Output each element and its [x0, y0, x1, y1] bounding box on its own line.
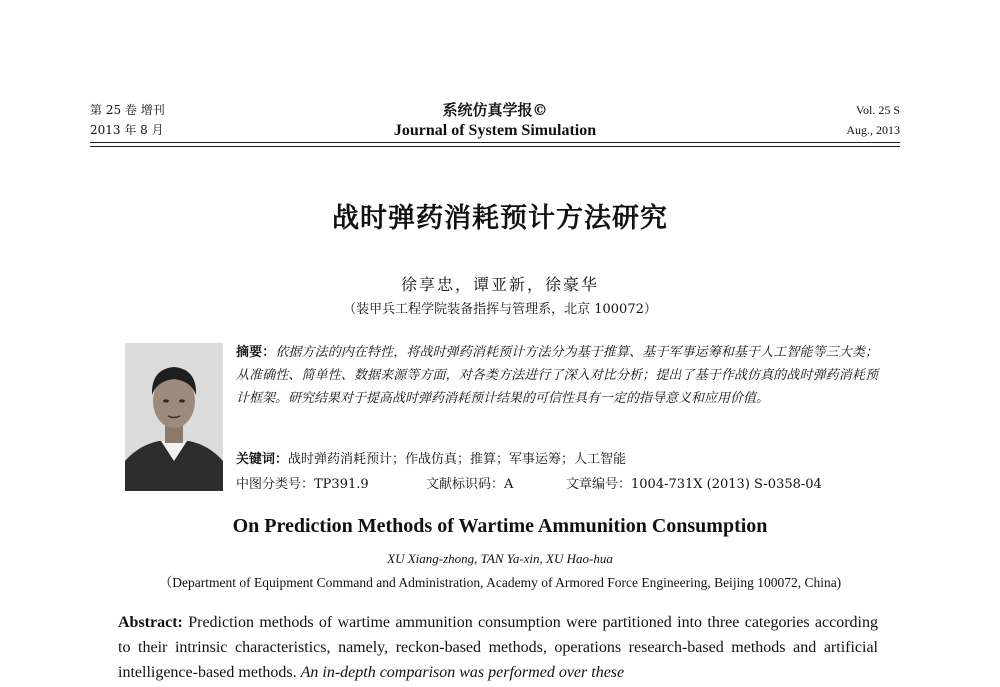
affiliation-cn: （装甲兵工程学院装备指挥与管理系，北京 100072） — [343, 302, 657, 317]
volume-en: Vol. 25 S — [855, 103, 900, 117]
classification-cn — [236, 474, 878, 496]
volume-cn: 第 25 卷 增刊 — [90, 103, 165, 117]
abstract-en — [118, 610, 878, 685]
authors-cn: 徐享忠，谭亚新，徐豪华 — [400, 275, 599, 294]
authors-en: XU Xiang-zhong, TAN Ya-xin, XU Hao-hua — [387, 551, 613, 566]
header-right — [846, 100, 900, 140]
abstract-cn-text: 依据方法的内在特性，将战时弹药消耗预计方法分为基于推算、基于军事运筹和基于人工智能等三大类；从准确性、简单性、数据来源等方面，对各类方法进行了深入对比分析；提出了基于作战仿真的战时弹药消耗预计框架。研究结果对于提高战时弹药消耗预计结果的可信性具有一定的指导意义和应用价值。 — [236, 345, 878, 406]
journal-title-cn: 系统仿真学报© — [442, 101, 548, 119]
paper-title-en: On Prediction Methods of Wartime Ammunition Consumption — [232, 515, 768, 537]
header-center — [90, 100, 900, 142]
abstract-cn-label: 摘要： — [236, 345, 276, 360]
running-header — [90, 100, 900, 144]
abstract-en-label: Abstract: — [118, 614, 183, 631]
keywords-cn — [236, 449, 878, 471]
header-rule-thick — [90, 142, 900, 143]
affiliation-en: （Department of Equipment Command and Administration, Academy of Armored Force Engineering, Beijing 100072, China) — [158, 575, 842, 590]
header-rule-thin — [90, 146, 900, 147]
clc-number: 中图分类号：TP391.9 — [236, 477, 369, 492]
article-number: 文章编号：1004-731X (2013) S-0358-04 — [566, 477, 822, 492]
abstract-en-italic-text: An in-depth comparison was performed over these — [300, 664, 625, 681]
author-portrait-image — [125, 343, 223, 491]
keywords-cn-label: 关键词： — [236, 452, 289, 467]
document-code: 文献标识码：A — [426, 477, 514, 492]
abstract-cn — [236, 341, 878, 410]
journal-title-en: Journal of System Simulation — [393, 122, 597, 139]
author-photo — [125, 343, 223, 491]
abstract-en-text: Prediction methods of wartime ammunition consumption were partitioned into three categories according to their intrinsic characteristics, namely, reckon-based methods, operations research-based methods and artificial intelligence-based methods. — [118, 614, 878, 681]
paper-title-cn: 战时弹药消耗预计方法研究 — [332, 203, 668, 234]
date-cn: 2013 年 8 月 — [90, 123, 164, 137]
date-en: Aug., 2013 — [846, 123, 900, 137]
keywords-cn-text: 战时弹药消耗预计；作战仿真；推算；军事运筹；人工智能 — [288, 452, 627, 467]
